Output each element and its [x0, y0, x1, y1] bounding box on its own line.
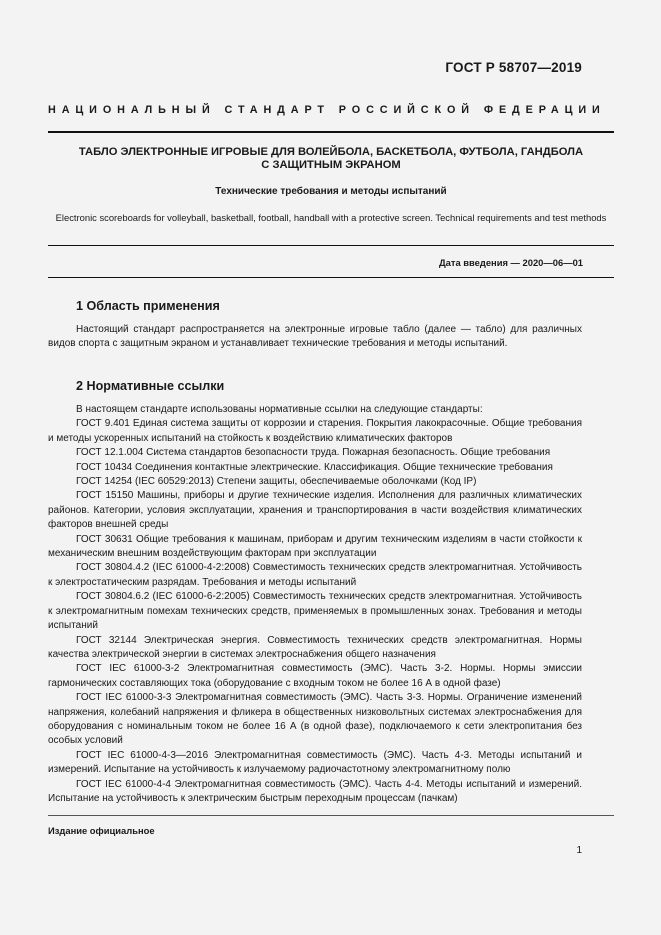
reference-item: ГОСТ IEC 61000-4-3—2016 Электромагнитная совместимость (ЭМС). Часть 4-3. Методы испытаний и измерений. Испытание на устойчивость к излучаемому радиочастотному электромагнитному полю	[48, 749, 582, 776]
reference-item: ГОСТ 15150 Машины, приборы и другие технические изделия. Исполнения для различных климатических районов. Категории, условия эксплуатации, хранения и транспортирования в части воздействия климатических факторов внешней среды	[48, 490, 582, 531]
title-divider	[48, 245, 614, 246]
official-edition-label: Издание официальное	[48, 825, 155, 836]
reference-item: ГОСТ 32144 Электрическая энергия. Совместимость технических средств электромагнитная. Нормы качества электрической энергии в системах электроснабжения общего назначения	[48, 634, 582, 660]
reference-item: ГОСТ 10434 Соединения контактные электрические. Классификация. Общие технические требования	[76, 461, 553, 473]
section-references-body	[48, 403, 582, 806]
reference-item: ГОСТ 14254 (IEC 60529:2013) Степени защиты, обеспечиваемые оболочками (Код IP)	[76, 476, 477, 488]
paragraph: В настоящем стандарте использованы нормативные ссылки на следующие стандарты:	[76, 404, 483, 415]
reference-item: ГОСТ 30631 Общие требования к машинам, приборам и другим техническим изделиям в части стойкости к механическим внешним воздействующим факторам при эксплуатации	[48, 533, 582, 560]
section-heading-references: 2 Нормативные ссылки	[76, 379, 225, 393]
title-line: С ЗАЩИТНЫМ ЭКРАНОМ	[261, 159, 401, 171]
header-divider	[48, 131, 614, 133]
footer-divider	[48, 815, 614, 816]
page-number: 1	[576, 845, 582, 856]
reference-item: ГОСТ 30804.4.2 (IEC 61000-4-2:2008) Совместимость технических средств электромагнитная. Устойчивость к электростатическим разрядам. Требования и методы испытаний	[48, 562, 582, 588]
reference-item: ГОСТ IEC 61000-3-2 Электромагнитная совместимость (ЭМС). Часть 3-2. Нормы. Нормы эмиссии гармонических составляющих тока (оборудование с входным током не более 16 А в одной фазе)	[48, 663, 582, 689]
document-subtitle: Технические требования и методы испытаний	[215, 186, 447, 197]
paragraph: Настоящий стандарт распространяется на электронные игровые табло (далее — табло) для различных видов спорта с защитным экраном и устанавливает технические требования и методы испытаний.	[48, 324, 582, 350]
section-scope-body	[48, 323, 582, 352]
reference-item: ГОСТ 30804.6.2 (IEC 61000-6-2:2005) Совместимость технических средств электромагнитная. Устойчивость к электромагнитным помехам технических средств, применяемых в промышленных зонах. Требования и методы испытаний	[48, 591, 582, 632]
national-standard-heading: НАЦИОНАЛЬНЫЙ СТАНДАРТ РОССИЙСКОЙ ФЕДЕРАЦИИ	[48, 104, 606, 116]
document-number: ГОСТ Р 58707—2019	[445, 60, 582, 75]
title-line: ТАБЛО ЭЛЕКТРОННЫЕ ИГРОВЫЕ ДЛЯ ВОЛЕЙБОЛА, БАСКЕТБОЛА, ФУТБОЛА, ГАНДБОЛА	[78, 146, 584, 158]
reference-item: ГОСТ 12.1.004 Система стандартов безопасности труда. Пожарная безопасность. Общие требования	[76, 447, 551, 459]
reference-item: ГОСТ IEC 61000-4-4 Электромагнитная совместимость (ЭМС). Часть 4-4. Методы испытаний и измерений. Испытание на устойчивость к электрическим быстрым переходным процессам (пачкам)	[48, 778, 582, 804]
reference-item: ГОСТ 9.401 Единая система защиты от коррозии и старения. Покрытия лакокрасочные. Общие требования и методы ускоренных испытаний на стойкость к воздействию климатических факторов	[48, 418, 582, 444]
document-title	[48, 146, 614, 172]
english-title: Electronic scoreboards for volleyball, basketball, football, handball with a protective screen. Technical requirements and test methods	[55, 212, 607, 223]
reference-item: ГОСТ IEC 61000-3-3 Электромагнитная совместимость (ЭМС). Часть 3-3. Нормы. Ограничение изменений напряжения, колебаний напряжения и фликера в общественных низковольтных системах электроснабжения для оборудования с номинальным током не более 16 А (в одной фазе), подключаемого к сети электропитания без особых условий	[48, 692, 582, 747]
section-heading-scope: 1 Область применения	[76, 299, 220, 313]
introduction-date: Дата введения — 2020—06—01	[438, 257, 583, 268]
date-divider	[48, 277, 614, 278]
